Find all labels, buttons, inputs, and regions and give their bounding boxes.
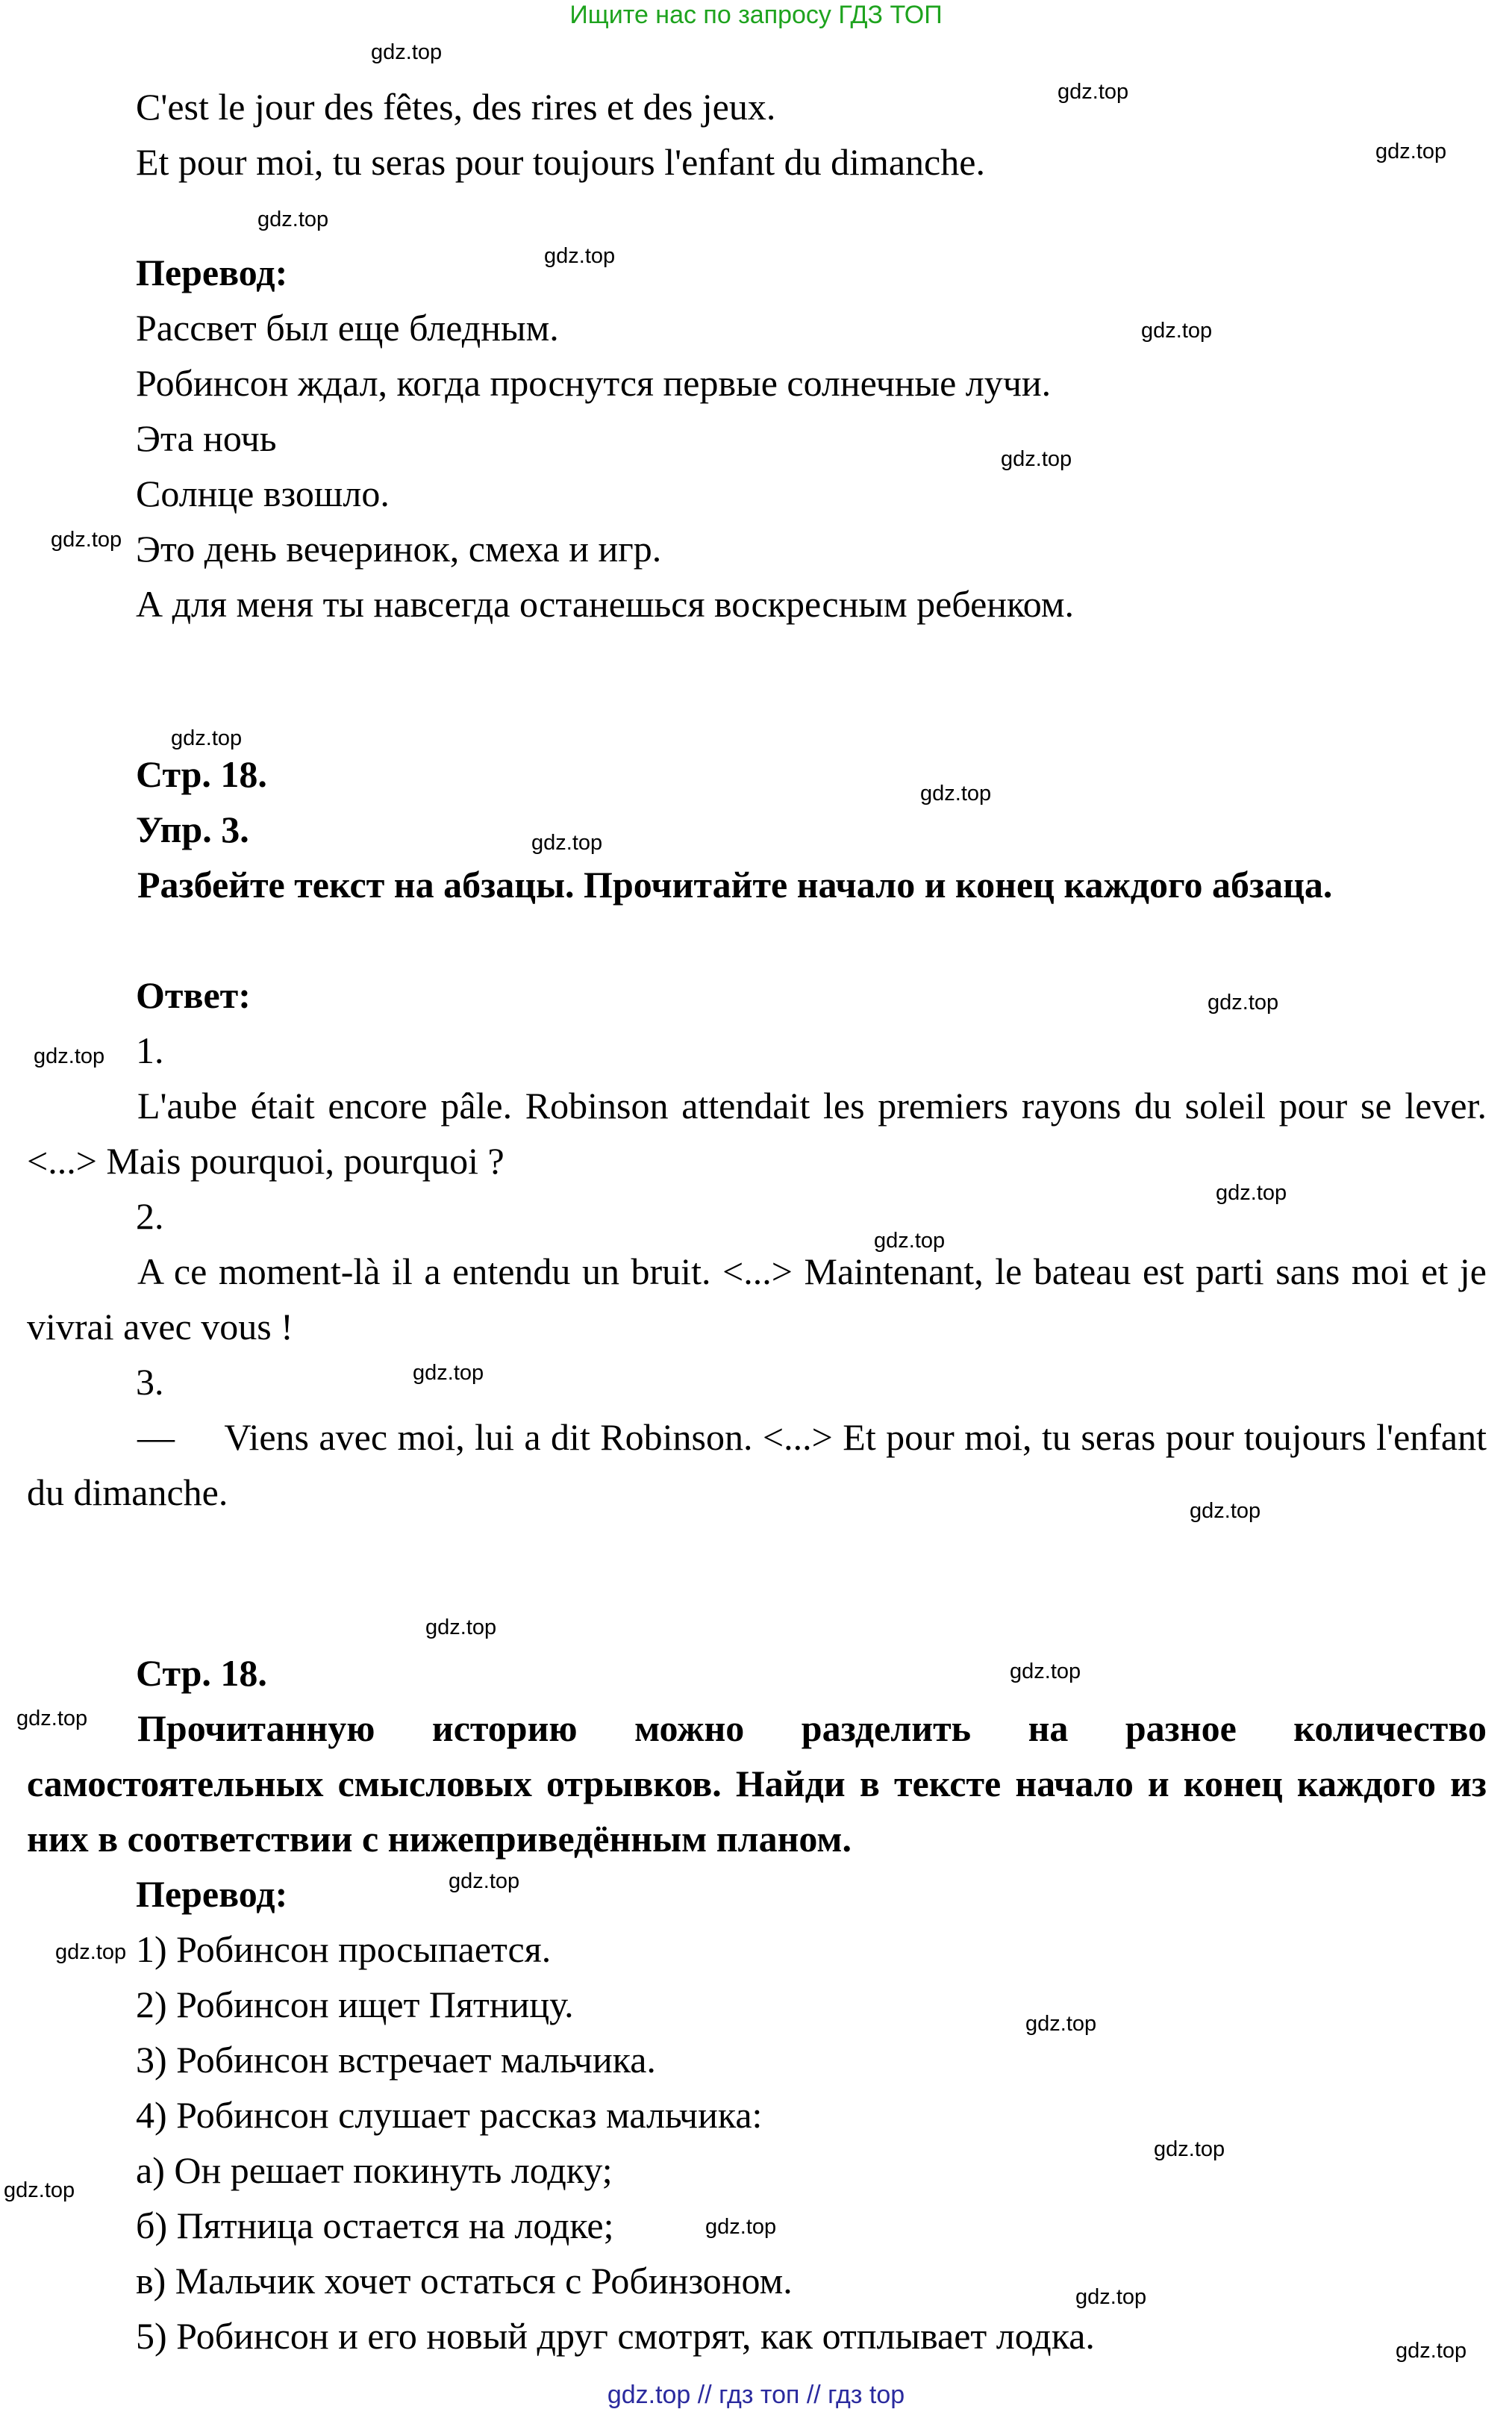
page-reference: Стр. 18. xyxy=(136,1652,267,1694)
watermark: gdz.top xyxy=(874,1229,946,1253)
watermark: gdz.top xyxy=(171,726,243,750)
watermark: gdz.top xyxy=(1375,140,1447,163)
watermark: gdz.top xyxy=(531,831,603,855)
paragraph-number: 3. xyxy=(136,1361,164,1403)
watermark: gdz.top xyxy=(1208,991,1279,1015)
watermark: gdz.top xyxy=(1001,447,1072,471)
watermark: gdz.top xyxy=(34,1044,105,1068)
watermark: gdz.top xyxy=(425,1615,497,1639)
plan-item: 5) Робинсон и его новый друг смотрят, как отплывает лодка. xyxy=(136,2315,1095,2357)
watermark: gdz.top xyxy=(1141,319,1213,343)
watermark: gdz.top xyxy=(449,1869,520,1893)
watermark: gdz.top xyxy=(4,2178,75,2202)
plan-item: в) Мальчик хочет остаться с Робинзоном. xyxy=(136,2260,793,2302)
exercise-task: Разбейте текст на абзацы. Прочитайте начало и конец каждого абзаца. xyxy=(137,864,1333,906)
paragraph-text: A ce moment-là il a entendu un bruit. <...> Maintenant, le bateau est parti sans moi et je vivrai avec vous ! xyxy=(27,1250,1487,1347)
watermark: gdz.top xyxy=(55,1940,127,1964)
watermark: gdz.top xyxy=(257,208,329,231)
translation-line: А для меня ты навсегда останешься воскресным ребенком. xyxy=(136,583,1074,625)
watermark: gdz.top xyxy=(1190,1499,1261,1523)
watermark: gdz.top xyxy=(16,1707,88,1730)
watermark: gdz.top xyxy=(1010,1660,1081,1683)
paragraph-number: 2. xyxy=(136,1195,164,1237)
paragraph-text: L'aube était encore pâle. Robinson attendait les premiers rayons du soleil pour se lever. <...> Mais pourquoi, pourquoi ? xyxy=(27,1085,1487,1182)
answer-heading: Ответ: xyxy=(136,974,251,1016)
watermark: gdz.top xyxy=(1154,2137,1225,2161)
paragraph-number: 1. xyxy=(136,1029,164,1071)
search-banner[interactable]: Ищите нас по запросу ГДЗ ТОП xyxy=(569,1,943,29)
translation-line: Солнце взошло. xyxy=(136,473,390,514)
french-line: C'est le jour des fêtes, des rires et des jeux. xyxy=(136,86,776,128)
watermark: gdz.top xyxy=(544,244,616,268)
footer-links[interactable]: gdz.top // гдз топ // гдз top xyxy=(607,2381,905,2409)
french-line: Et pour moi, tu seras pour toujours l'enfant du dimanche. xyxy=(136,141,985,183)
plan-item: 4) Робинсон слушает рассказ мальчика: xyxy=(136,2094,763,2136)
plan-item: 2) Робинсон ищет Пятницу. xyxy=(136,1984,574,2025)
watermark: gdz.top xyxy=(1058,80,1129,104)
plan-item: 3) Робинсон встречает мальчика. xyxy=(136,2039,656,2081)
plan-item: б) Пятница остается на лодке; xyxy=(136,2204,614,2246)
watermark: gdz.top xyxy=(1025,2012,1097,2036)
plan-item: а) Он решает покинуть лодку; xyxy=(136,2149,613,2191)
watermark: gdz.top xyxy=(920,782,992,806)
paragraph-text: — Viens avec moi, lui a dit Robinson. <...> Et pour moi, tu seras pour toujours l'enfant du dimanche. xyxy=(27,1416,1496,1513)
page-reference: Стр. 18. xyxy=(136,753,267,795)
watermark: gdz.top xyxy=(413,1361,484,1385)
watermark: gdz.top xyxy=(371,40,443,64)
translation-heading: Перевод: xyxy=(136,1873,288,1915)
watermark: gdz.top xyxy=(51,528,122,552)
translation-line: Это день вечеринок, смеха и игр. xyxy=(136,528,662,570)
watermark: gdz.top xyxy=(1396,2339,1467,2363)
exercise-number: Упр. 3. xyxy=(136,808,249,850)
section-task: Прочитанную историю можно разделить на разное количество самостоятельных смысловых отрывков. Найди в тексте начало и конец каждого из них в соответствии с нижеприведённым планом. xyxy=(27,1707,1487,1860)
watermark: gdz.top xyxy=(1075,2285,1147,2309)
translation-heading: Перевод: xyxy=(136,252,288,293)
translation-line: Эта ночь xyxy=(136,417,277,459)
plan-item: 1) Робинсон просыпается. xyxy=(136,1928,552,1970)
watermark: gdz.top xyxy=(1216,1181,1287,1205)
watermark: gdz.top xyxy=(705,2215,777,2239)
translation-line: Рассвет был еще бледным. xyxy=(136,307,559,349)
translation-line: Робинсон ждал, когда проснутся первые солнечные лучи. xyxy=(136,362,1052,404)
